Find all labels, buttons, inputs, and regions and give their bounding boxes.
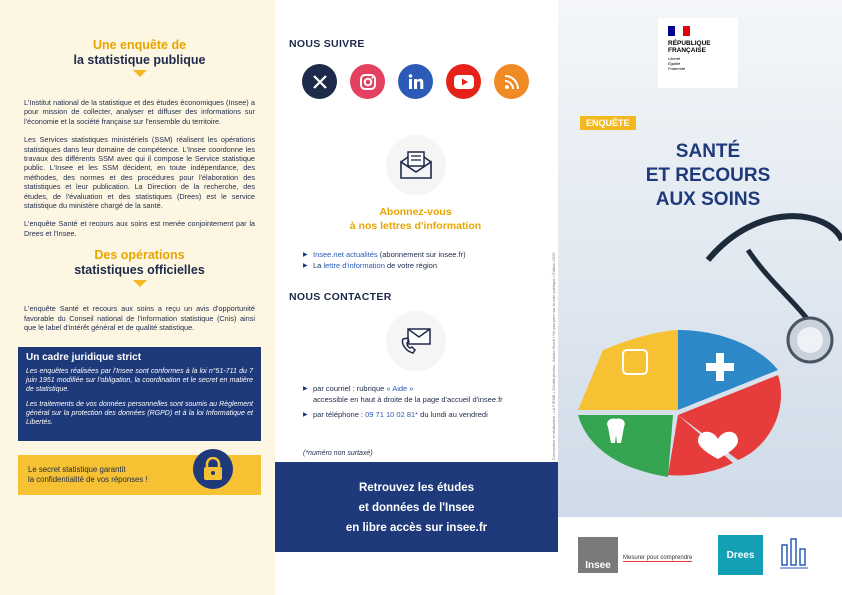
regional-newsletter-link[interactable]: lettre d'information [323,261,385,270]
brochure-title [608,140,808,212]
x-icon[interactable] [302,64,337,99]
list-item [289,383,542,394]
secret-line: la confidentialité de vos réponses ! [28,475,148,484]
drees-logo: Drees [718,535,763,575]
list-item [289,249,542,260]
motto-line: Fraternité [668,66,686,71]
cta-line: et données de l'Insee [358,502,475,514]
print-mention: Conception et réalisation : LA FIRME • Crédits photos : Adobe Stock • Ne pas jeter sur la voie publique • Édition 2025 [551,252,556,460]
legal-framework-box [18,347,261,441]
insee-logo: Insee [578,537,618,573]
heading-line: la statistique publique [73,53,206,67]
insee-actualites-link[interactable]: Insee.net actualités [313,250,378,259]
title-line: SANTÉ [675,141,741,162]
republique-francaise-logo [658,18,738,88]
rf-name [658,40,738,54]
heading-line: statistiques officielles [74,263,205,278]
ministry-logo-icon [780,537,808,578]
legal-text: Les enquêtes réalisées par l'Insee sont conformes à la loi n°51-711 du 7 juin 1951 modifiée sur l'obligation, la coordination et le secret en matière de statistique. [26,367,253,393]
footnote: (*numéro non surtaxé) [303,450,373,457]
secret-line: Le secret statistique garantit [28,464,126,474]
triangle-marker [133,70,147,77]
insee-tagline: Mesurer pour comprendre [623,555,693,561]
rf-motto [658,56,738,71]
legal-text: Les traitements de vos données personnelles sont soumis au Règlement général sur la protection des données (RGPD) et à la loi Informatique et Libertés. [26,400,253,426]
rf-name-line: RÉPUBLIQUE [668,40,711,47]
heading-official-operations [18,248,261,278]
youtube-icon[interactable] [446,64,481,99]
right-panel [558,0,842,595]
rf-name-line: FRANÇAISE [668,47,706,54]
newsletter-heading [289,205,542,233]
social-links [289,64,542,99]
left-panel [0,0,275,595]
lock-icon [193,449,233,489]
list-text: La [313,261,324,270]
phone-number-link[interactable]: 09 71 10 02 81* [365,410,419,419]
title-line: ET RECOURS [645,165,771,186]
paragraph-insee: L'Institut national de la statistique et des études économiques (Insee) a pour mission de collecter, analyser et diffuser des informations sur l'économie et la société française sur l'ensemble du territoire. [24,98,255,126]
marianne-icon [668,26,690,36]
triangle-marker [133,280,147,287]
list-text: du lundi au vendredi [418,410,488,419]
aide-link[interactable]: « Aide » [386,384,414,393]
heading-line: Une enquête de [92,38,187,52]
partner-logos [558,517,842,595]
list-text: de votre région [384,261,438,270]
newsletter-line: Abonnez-vous [379,206,452,218]
follow-title: NOUS SUIVRE [289,38,365,50]
motto-line: Égalité [668,61,681,66]
rss-icon[interactable] [494,64,529,99]
cta-line: Retrouvez les études [358,482,475,494]
heading-line: Des opérations [94,248,185,263]
contact-line: accessible en haut à droite de la page d'accueil d'insee.fr [313,395,503,404]
list-text: par téléphone : [313,410,366,419]
cta-box[interactable] [275,462,558,552]
middle-panel [275,0,558,595]
linkedin-icon[interactable] [398,64,433,99]
paragraph-cnis: L'enquête Santé et recours aux soins a reçu un avis d'opportunité favorable du Conseil national de l'information statistique (Cnis) ainsi que le label d'intérêt général et de qualité statistique. [24,304,255,333]
paragraph-joint: L'enquête Santé et recours aux soins est menée conjointement par la Drees et l'Insee. [24,219,255,238]
list-item [289,260,542,271]
legal-title: Un cadre juridique strict [26,351,142,363]
newsletter-icon [386,135,446,195]
heading-public-statistics [18,38,261,68]
contact-title: NOUS CONTACTER [289,291,392,303]
cta-line: en libre accès sur insee.fr [345,522,488,534]
list-text: (abonnement sur insee.fr) [377,250,466,259]
secret-box [18,455,261,495]
list-text: par courriel : rubrique [313,384,387,393]
list-item [289,409,542,420]
newsletter-line: à nos lettres d'information [349,220,482,232]
title-line: AUX SOINS [655,189,761,210]
survey-tag: ENQUÊTE [580,116,636,130]
paragraph-ssm: Les Services statistiques ministériels (SSM) réalisent les opérations statistiques dans leur domaine de compétence. L'Insee coordonne les travaux des différents SSM avec qui il compose le Service statistique public. L'Insee et les SSM décident, en toute indépendance, des méthodes, des normes et des procédures pour l'élaboration des statistiques et leur publication. La Direction de la recherche, des études, de l'évaluation et des statistiques (Drees) est le service statistique du ministère chargé de la santé. [24,135,255,211]
instagram-icon[interactable] [350,64,385,99]
motto-line: Liberté [668,56,681,61]
mail-phone-icon [386,311,446,371]
